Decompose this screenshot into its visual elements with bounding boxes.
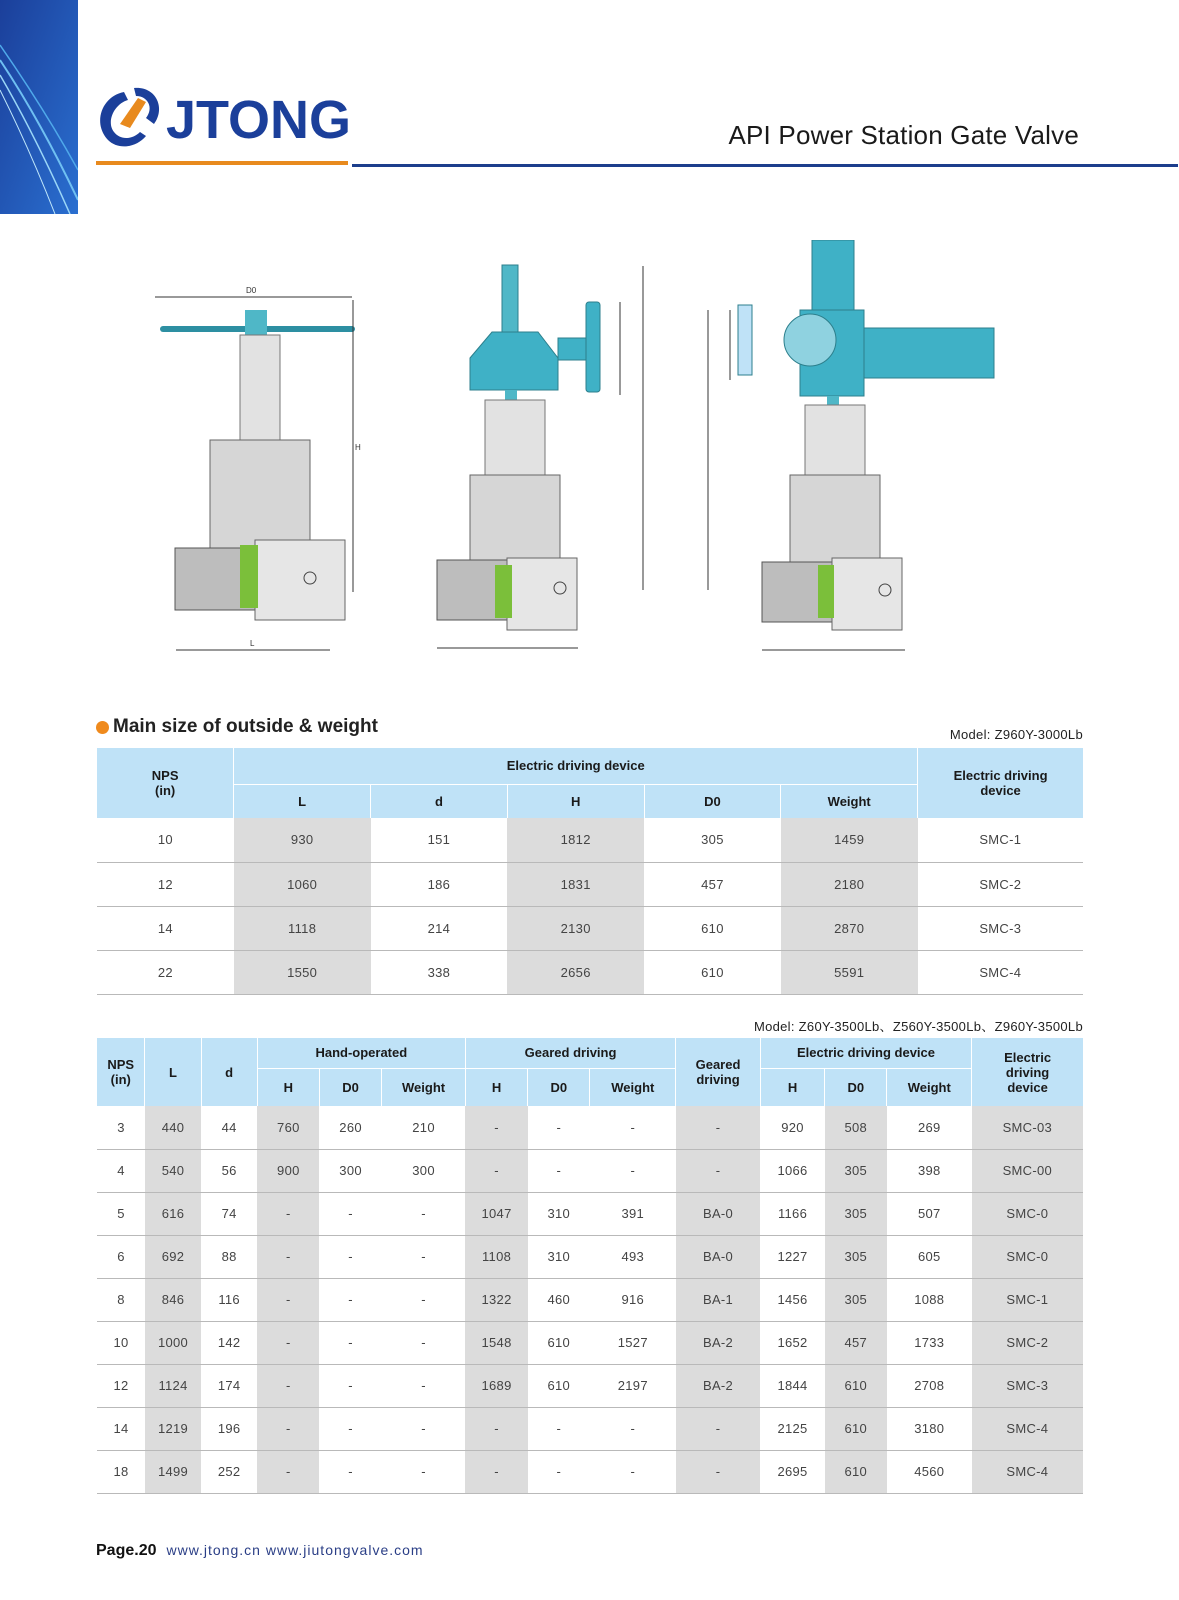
table2-cell: 56 (201, 1149, 257, 1192)
table2-cell: SMC-00 (972, 1149, 1083, 1192)
col-electric-device-header: Electric driving device (918, 748, 1083, 818)
table2-cell: - (257, 1235, 319, 1278)
table2-cell: 269 (887, 1106, 972, 1149)
table2-cell: BA-2 (676, 1364, 761, 1407)
table2-cell: 210 (382, 1106, 466, 1149)
table2-cell: 920 (760, 1106, 824, 1149)
table2-cell: 88 (201, 1235, 257, 1278)
table2-cell: 440 (145, 1106, 201, 1149)
table2-cell: 196 (201, 1407, 257, 1450)
col-l-header: L (234, 784, 371, 818)
table2-cell: 916 (590, 1278, 676, 1321)
brand-logo (94, 78, 354, 170)
table2-cell: - (257, 1364, 319, 1407)
valve-diagrams (140, 240, 1040, 680)
table2-cell: 2197 (590, 1364, 676, 1407)
table2-cell: - (528, 1106, 590, 1149)
table2-cell: - (465, 1450, 527, 1493)
table1-cell: 12 (97, 862, 234, 906)
table2-cell: 1456 (760, 1278, 824, 1321)
t2-col-l-header: L (145, 1038, 201, 1106)
table2-cell: 1047 (465, 1192, 527, 1235)
table2-cell: 1844 (760, 1364, 824, 1407)
table2-cell: 260 (319, 1106, 381, 1149)
table2-cell: 3 (97, 1106, 145, 1149)
electric-d0-header: D0 (825, 1068, 887, 1106)
table2-cell: 540 (145, 1149, 201, 1192)
table2-cell: SMC-4 (972, 1407, 1083, 1450)
header-rule (352, 164, 1178, 167)
col-weight-header: Weight (781, 784, 918, 818)
table2-cell: 2708 (887, 1364, 972, 1407)
table2-cell: - (676, 1450, 761, 1493)
table2-cell: - (465, 1106, 527, 1149)
table1-model: Model: Z960Y-3000Lb (949, 727, 1083, 742)
table2-cell: 18 (97, 1450, 145, 1493)
table2-cell: 174 (201, 1364, 257, 1407)
table2-cell: - (382, 1364, 466, 1407)
table2-cell: 1499 (145, 1450, 201, 1493)
dim-label-h: H (355, 443, 361, 452)
table2-cell: 2125 (760, 1407, 824, 1450)
table2-body (97, 1106, 1083, 1493)
table2-cell: - (319, 1364, 381, 1407)
table2-cell: 305 (825, 1149, 887, 1192)
table1-row (97, 950, 1083, 994)
table2-cell: - (319, 1450, 381, 1493)
table2-cell: SMC-2 (972, 1321, 1083, 1364)
table2-cell: 6 (97, 1235, 145, 1278)
electric-weight-header: Weight (887, 1068, 972, 1106)
col-h-header: H (507, 784, 644, 818)
table1-row (97, 906, 1083, 950)
table2-cell: 305 (825, 1235, 887, 1278)
table2-cell: - (465, 1149, 527, 1192)
table2-row (97, 1235, 1083, 1278)
table2-cell: 300 (382, 1149, 466, 1192)
table2-cell: 1689 (465, 1364, 527, 1407)
table2-cell: 12 (97, 1364, 145, 1407)
hand-d0-header: D0 (319, 1068, 381, 1106)
table2-cell: 610 (825, 1364, 887, 1407)
orange-bullet-icon (96, 721, 109, 734)
geared-d0-header: D0 (528, 1068, 590, 1106)
table1-row (97, 862, 1083, 906)
table2-row (97, 1450, 1083, 1493)
t2-nps-label: NPS (107, 1057, 135, 1072)
table2-cell: - (590, 1407, 676, 1450)
table2-cell: 610 (825, 1407, 887, 1450)
table2-cell: - (590, 1450, 676, 1493)
footer-websites: www.jtong.cn www.jiutongvalve.com (166, 1542, 424, 1558)
table2-cell: SMC-0 (972, 1192, 1083, 1235)
hand-operated-group-header: Hand-operated (257, 1038, 465, 1068)
table2-cell: - (465, 1407, 527, 1450)
table2-cell: - (382, 1407, 466, 1450)
page-number: Page.20 (96, 1542, 157, 1559)
table1-cell: SMC-1 (918, 818, 1083, 862)
table2-cell: - (319, 1407, 381, 1450)
table2-cell: - (257, 1450, 319, 1493)
table2-cell: 310 (528, 1235, 590, 1278)
table1-cell: 22 (97, 950, 234, 994)
corner-decoration (0, 0, 78, 214)
table2-cell: SMC-4 (972, 1450, 1083, 1493)
table1-cell: 930 (234, 818, 371, 862)
table2-cell: BA-0 (676, 1192, 761, 1235)
table1-cell: 1118 (234, 906, 371, 950)
electric-group-header: Electric driving device (234, 748, 918, 784)
table2-cell: BA-2 (676, 1321, 761, 1364)
geared-weight-header: Weight (590, 1068, 676, 1106)
table2-cell: 605 (887, 1235, 972, 1278)
table2-cell: BA-1 (676, 1278, 761, 1321)
table1-cell: 1550 (234, 950, 371, 994)
hand-operated-valve-drawing (155, 286, 361, 650)
table2-row (97, 1407, 1083, 1450)
dim-label-d0: D0 (246, 286, 257, 295)
hand-weight-header: Weight (382, 1068, 466, 1106)
table-size-weight-3000lb (97, 748, 1083, 995)
table2-cell: 1000 (145, 1321, 201, 1364)
table2-cell: - (382, 1235, 466, 1278)
table2-cell: SMC-0 (972, 1235, 1083, 1278)
table2-cell: - (319, 1235, 381, 1278)
table1-cell: 2180 (781, 862, 918, 906)
table1-body (97, 818, 1083, 994)
table2-cell: 310 (528, 1192, 590, 1235)
table2-cell: - (257, 1278, 319, 1321)
section-title (96, 716, 378, 738)
t2-col-nps-header (97, 1038, 145, 1106)
table2-cell: - (528, 1450, 590, 1493)
table2-cell: - (382, 1321, 466, 1364)
table2-cell: 760 (257, 1106, 319, 1149)
table2-cell: - (528, 1407, 590, 1450)
electric-group-header-2: Electric driving device (760, 1038, 971, 1068)
table2-cell: - (382, 1278, 466, 1321)
table2-row (97, 1106, 1083, 1149)
table2-cell: 1548 (465, 1321, 527, 1364)
table2-cell: 507 (887, 1192, 972, 1235)
table2-cell: 457 (825, 1321, 887, 1364)
table2-cell: SMC-03 (972, 1106, 1083, 1149)
t2-col-geared-header: Geared driving (676, 1038, 761, 1106)
table2-row (97, 1149, 1083, 1192)
table2-cell: 1733 (887, 1321, 972, 1364)
table2-cell: 8 (97, 1278, 145, 1321)
table2-cell: 252 (201, 1450, 257, 1493)
table2-cell: - (676, 1407, 761, 1450)
table1-cell: 457 (644, 862, 781, 906)
table1-cell: SMC-2 (918, 862, 1083, 906)
table2-cell: 10 (97, 1321, 145, 1364)
section-title-text: Main size of outside & weight (113, 716, 378, 737)
table2-cell: 142 (201, 1321, 257, 1364)
table2-cell: - (257, 1321, 319, 1364)
jtong-logo-icon (94, 78, 354, 170)
table2-row (97, 1364, 1083, 1407)
table2-cell: 692 (145, 1235, 201, 1278)
geared-group-header: Geared driving (465, 1038, 675, 1068)
table1-cell: 610 (644, 950, 781, 994)
table2-cell: - (590, 1106, 676, 1149)
table1-cell: 2130 (507, 906, 644, 950)
table2-row (97, 1321, 1083, 1364)
electric-valve-drawing (708, 240, 994, 650)
table1-cell: 2656 (507, 950, 644, 994)
nps-label: NPS (151, 768, 179, 783)
table2-cell: 610 (528, 1364, 590, 1407)
document-title: API Power Station Gate Valve (728, 120, 1079, 150)
table2-cell: 1066 (760, 1149, 824, 1192)
table2-cell: 305 (825, 1278, 887, 1321)
table2-row (97, 1192, 1083, 1235)
table1-cell: 2870 (781, 906, 918, 950)
table2-row (97, 1278, 1083, 1321)
table1-cell: 1459 (781, 818, 918, 862)
table2-cell: 116 (201, 1278, 257, 1321)
table2-cell: 305 (825, 1192, 887, 1235)
table1-cell: 305 (644, 818, 781, 862)
table2-cell: 1088 (887, 1278, 972, 1321)
page-footer (96, 1542, 424, 1560)
hand-h-header: H (257, 1068, 319, 1106)
table2-cell: - (257, 1192, 319, 1235)
table1-cell: 186 (371, 862, 508, 906)
table2-cell: 1527 (590, 1321, 676, 1364)
table2-cell: 1322 (465, 1278, 527, 1321)
col-d0-header: D0 (644, 784, 781, 818)
table2-cell: - (319, 1192, 381, 1235)
table2-cell: 300 (319, 1149, 381, 1192)
brand-name: JTONG (166, 90, 352, 150)
table1-cell: 10 (97, 818, 234, 862)
col-d-header: d (371, 784, 508, 818)
table2-cell: 1124 (145, 1364, 201, 1407)
table2-cell: 391 (590, 1192, 676, 1235)
table2-cell: 74 (201, 1192, 257, 1235)
table2-cell: - (382, 1192, 466, 1235)
table2-cell: 1652 (760, 1321, 824, 1364)
t2-nps-unit: (in) (110, 1072, 131, 1087)
table2-cell: 2695 (760, 1450, 824, 1493)
table1-cell: 1812 (507, 818, 644, 862)
table2-cell: - (528, 1149, 590, 1192)
table2-cell: 4560 (887, 1450, 972, 1493)
table2-cell: 44 (201, 1106, 257, 1149)
table2-cell: 493 (590, 1235, 676, 1278)
table1-cell: 338 (371, 950, 508, 994)
table2-cell: - (590, 1149, 676, 1192)
table2-cell: 3180 (887, 1407, 972, 1450)
table2-cell: 616 (145, 1192, 201, 1235)
table2-cell: 4 (97, 1149, 145, 1192)
table2-cell: 460 (528, 1278, 590, 1321)
table2-cell: 1166 (760, 1192, 824, 1235)
table2-cell: 398 (887, 1149, 972, 1192)
table2-cell: 610 (528, 1321, 590, 1364)
table2-cell: - (319, 1321, 381, 1364)
table2-cell: 1108 (465, 1235, 527, 1278)
table1-cell: SMC-3 (918, 906, 1083, 950)
table1-cell: 610 (644, 906, 781, 950)
table2-cell: 1219 (145, 1407, 201, 1450)
table2-cell: 5 (97, 1192, 145, 1235)
table2-cell: BA-0 (676, 1235, 761, 1278)
col-nps-header (97, 748, 234, 818)
dim-label-l: L (250, 639, 255, 648)
table2-cell: - (382, 1450, 466, 1493)
table1-row (97, 818, 1083, 862)
table1-cell: 1831 (507, 862, 644, 906)
geared-h-header: H (465, 1068, 527, 1106)
t2-col-electric-device-header: Electric driving device (972, 1038, 1083, 1106)
table-size-weight-3500lb (97, 1038, 1083, 1494)
nps-unit: (in) (155, 783, 176, 798)
table1-cell: 1060 (234, 862, 371, 906)
table2-cell: SMC-3 (972, 1364, 1083, 1407)
logo-underline (96, 161, 348, 165)
table2-cell: - (676, 1149, 761, 1192)
table2-cell: - (257, 1407, 319, 1450)
table2-cell: 846 (145, 1278, 201, 1321)
table2-cell: - (676, 1106, 761, 1149)
t2-col-d-header: d (201, 1038, 257, 1106)
table2-cell: 900 (257, 1149, 319, 1192)
electric-h-header: H (760, 1068, 824, 1106)
table2-cell: 14 (97, 1407, 145, 1450)
geared-valve-drawing (437, 265, 643, 648)
table2-cell: 508 (825, 1106, 887, 1149)
table2-cell: SMC-1 (972, 1278, 1083, 1321)
table2-cell: 1227 (760, 1235, 824, 1278)
table2-cell: 610 (825, 1450, 887, 1493)
table2-model: Model: Z60Y-3500Lb、Z560Y-3500Lb、Z960Y-3500Lb (753, 1019, 1083, 1034)
table1-cell: SMC-4 (918, 950, 1083, 994)
table1-cell: 151 (371, 818, 508, 862)
table2-cell: - (319, 1278, 381, 1321)
table1-cell: 5591 (781, 950, 918, 994)
table1-cell: 214 (371, 906, 508, 950)
table1-cell: 14 (97, 906, 234, 950)
